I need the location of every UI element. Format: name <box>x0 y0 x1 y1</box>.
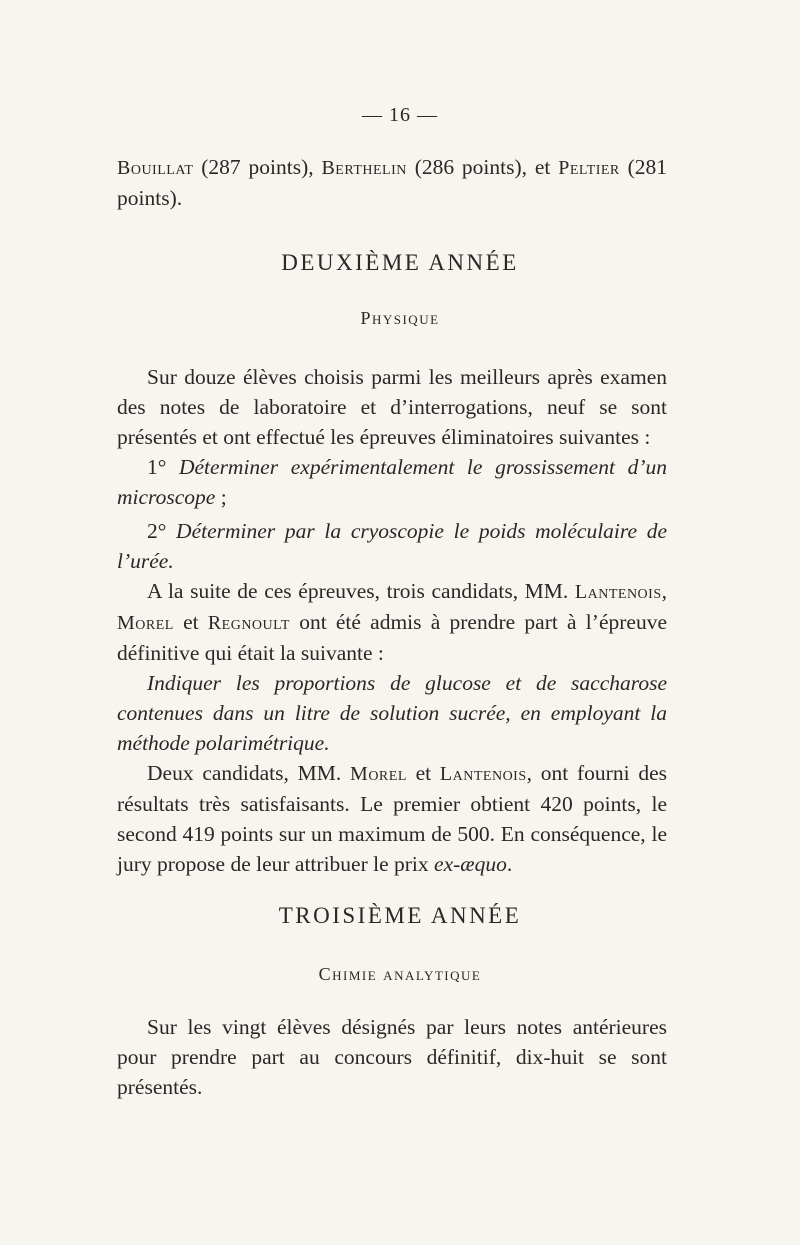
subheading-physique: Physique <box>360 308 440 328</box>
page-number: — 16 — <box>362 104 438 126</box>
paragraph-selection: Sur douze élèves choisis parmi les meilleurs après examen des notes de laboratoire et d’interrogations, neuf se sont présentés et ont effectué les épreuves éliminatoires suivantes : <box>117 365 667 449</box>
intro-text-1: (287 points), <box>193 155 322 179</box>
item2-text: Déterminer par la cryoscopie le poids moléculaire de l’urée. <box>117 519 667 573</box>
name-morel-2: Morel <box>350 763 407 785</box>
item1-end: ; <box>215 485 227 509</box>
p4-text-a: Deux candidats, MM. <box>147 761 351 785</box>
paragraph-chimie: Sur les vingt élèves désignés par leurs notes antérieures pour prendre part au concours définitif, dix-huit se sont présentés. <box>117 1015 667 1099</box>
p4-text-c: , ont fourni des résultats très satisfaisants. Le premier obtient 420 points, le second 419 points sur un maximum de 500. En conséquence, le jury propose de leur attribuer le prix <box>117 761 667 876</box>
paragraph-final-test: Indiquer les proportions de glucose et de saccharose contenues dans un litre de solution sucrée, en employant la méthode polarimétrique. <box>117 671 667 755</box>
p2-text-c: et <box>173 610 208 634</box>
name-bouillat: Bouillat <box>117 157 194 179</box>
name-peltier: Peltier <box>558 157 620 179</box>
name-lantenois-2: Lantenois <box>439 763 527 785</box>
name-morel: Morel <box>117 612 174 634</box>
section-heading-troisieme-annee: TROISIÈME ANNÉE <box>278 903 522 928</box>
ex-aequo-text: ex-æquo <box>434 852 507 876</box>
name-regnoult: Regnoult <box>207 612 290 634</box>
name-berthelin: Berthelin <box>321 157 407 179</box>
section3-body <box>117 1012 667 1102</box>
section-heading-deuxieme-annee: DEUXIÈME ANNÉE <box>281 250 519 275</box>
intro-text <box>117 152 667 213</box>
p4-text-b: et <box>406 761 440 785</box>
item2-number: 2° <box>147 519 177 543</box>
item1-text: Déterminer expérimentalement le grossissement d’un microscope <box>117 455 667 509</box>
p2-text-d: ont été admis à prendre part à l’épreuve définitive qui était la suivante : <box>117 610 667 665</box>
paragraph-candidates <box>117 576 667 668</box>
name-lantenois: Lantenois <box>574 581 662 603</box>
list-item-1 <box>117 452 667 512</box>
paragraph-results <box>117 758 667 879</box>
intro-text-2: (286 points), et <box>406 155 559 179</box>
p4-text-d: . <box>506 852 513 876</box>
intro-text-3: (281 points). <box>117 155 668 210</box>
list-item-2 <box>117 516 667 576</box>
intro-paragraph <box>117 152 667 213</box>
p2-text-b: , <box>661 579 667 603</box>
section2-body <box>117 362 667 879</box>
subheading-chimie-analytique: Chimie analytique <box>318 964 482 984</box>
item1-number: 1° <box>147 455 179 479</box>
p2-text-a: A la suite de ces épreuves, trois candidats, MM. <box>147 579 575 603</box>
